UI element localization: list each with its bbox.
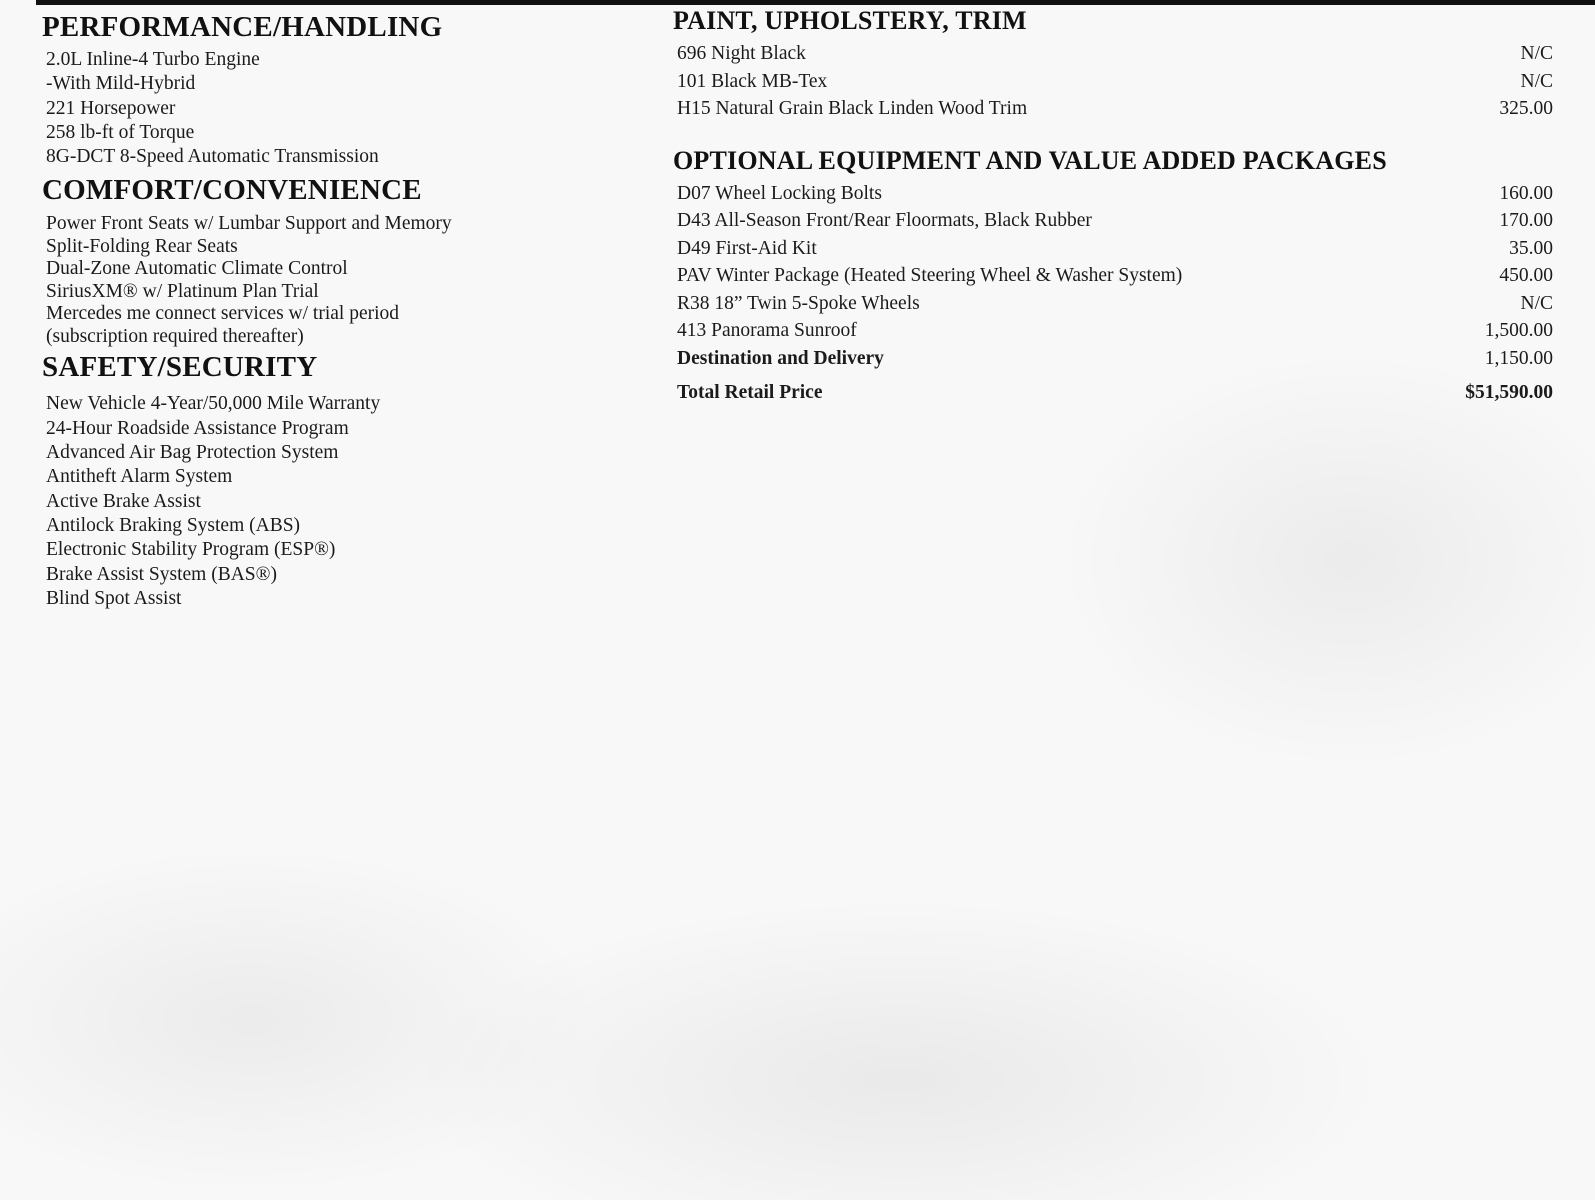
row-description: D07 Wheel Locking Bolts	[677, 182, 882, 204]
list-item: Power Front Seats w/ Lumbar Support and Memory	[46, 213, 452, 235]
comfort-list	[46, 213, 622, 348]
pricing-column	[673, 5, 1553, 410]
row-description: D49 First-Aid Kit	[677, 237, 817, 259]
list-item: New Vehicle 4-Year/50,000 Mile Warranty	[46, 393, 381, 415]
row-description: PAV Winter Package (Heated Steering Wheel & Washer System)	[677, 265, 1183, 286]
row-description: 696 Night Black	[677, 43, 806, 64]
destination-label: Destination and Delivery	[677, 347, 884, 369]
optional-price-table	[673, 183, 1553, 410]
list-item: Dual-Zone Automatic Climate Control	[46, 258, 348, 280]
table-row	[673, 210, 1553, 238]
paint-price-table	[673, 43, 1553, 126]
list-item: Split-Folding Rear Seats	[46, 235, 238, 257]
list-item: 221 Horsepower	[46, 97, 176, 119]
list-item: Active Brake Assist	[46, 490, 201, 512]
paint-title: PAINT, UPHOLSTERY, TRIM	[673, 6, 1027, 35]
table-row	[673, 238, 1553, 266]
performance-list	[46, 48, 622, 169]
optional-equipment-title: OPTIONAL EQUIPMENT AND VALUE ADDED PACKAGES	[673, 145, 1387, 175]
list-item: 8G-DCT 8-Speed Automatic Transmission	[46, 146, 379, 168]
destination-price: 1,150.00	[1484, 347, 1553, 369]
total-row	[673, 382, 1553, 410]
safety-title: SAFETY/SECURITY	[42, 351, 318, 384]
performance-title: PERFORMANCE/HANDLING	[42, 11, 443, 43]
comfort-section	[42, 173, 622, 348]
table-row	[673, 320, 1553, 348]
performance-section	[42, 10, 622, 169]
row-description: 101 Black MB-Tex	[677, 70, 828, 92]
table-row	[673, 71, 1553, 99]
list-item: SiriusXM® w/ Platinum Plan Trial	[46, 280, 319, 302]
list-item: 24-Hour Roadside Assistance Program	[46, 417, 349, 439]
list-item: -With Mild-Hybrid	[46, 73, 196, 95]
row-description: 413 Panorama Sunroof	[677, 320, 857, 341]
paint-section	[673, 5, 1553, 126]
table-row	[673, 43, 1553, 71]
list-item: (subscription required thereafter)	[46, 325, 304, 347]
row-description: D43 All-Season Front/Rear Floormats, Black Rubber	[677, 210, 1092, 231]
list-item: 258 lb-ft of Torque	[46, 121, 195, 143]
row-description: H15 Natural Grain Black Linden Wood Trim	[677, 98, 1028, 119]
table-row	[673, 183, 1553, 211]
row-price: N/C	[1520, 70, 1553, 92]
row-price: 35.00	[1509, 237, 1553, 259]
list-item: Advanced Air Bag Protection System	[46, 442, 339, 464]
row-price: 160.00	[1499, 182, 1553, 204]
safety-section	[42, 350, 622, 611]
row-price: 1,500.00	[1484, 320, 1553, 341]
table-row	[673, 293, 1553, 321]
list-item: Brake Assist System (BAS®)	[46, 563, 277, 585]
row-price: 450.00	[1499, 265, 1553, 286]
list-item: Blind Spot Assist	[46, 587, 182, 609]
standard-features-column	[42, 10, 622, 611]
list-item: 2.0L Inline-4 Turbo Engine	[46, 49, 260, 70]
table-row	[673, 98, 1553, 126]
row-price: 325.00	[1499, 98, 1553, 119]
row-price: 170.00	[1499, 210, 1553, 231]
list-item: Antilock Braking System (ABS)	[46, 514, 301, 536]
optional-equipment-section	[673, 145, 1553, 410]
list-item: Electronic Stability Program (ESP®)	[46, 539, 336, 561]
destination-row	[673, 348, 1553, 376]
list-item: Antitheft Alarm System	[46, 466, 233, 488]
row-price: N/C	[1520, 43, 1553, 64]
comfort-title: COMFORT/CONVENIENCE	[42, 174, 422, 207]
safety-list	[46, 392, 622, 611]
row-description: R38 18” Twin 5-Spoke Wheels	[677, 292, 920, 314]
list-item: Mercedes me connect services w/ trial period	[46, 303, 400, 325]
total-price: $51,590.00	[1465, 382, 1553, 403]
row-price: N/C	[1520, 292, 1553, 314]
total-label: Total Retail Price	[677, 382, 823, 403]
table-row	[673, 265, 1553, 293]
